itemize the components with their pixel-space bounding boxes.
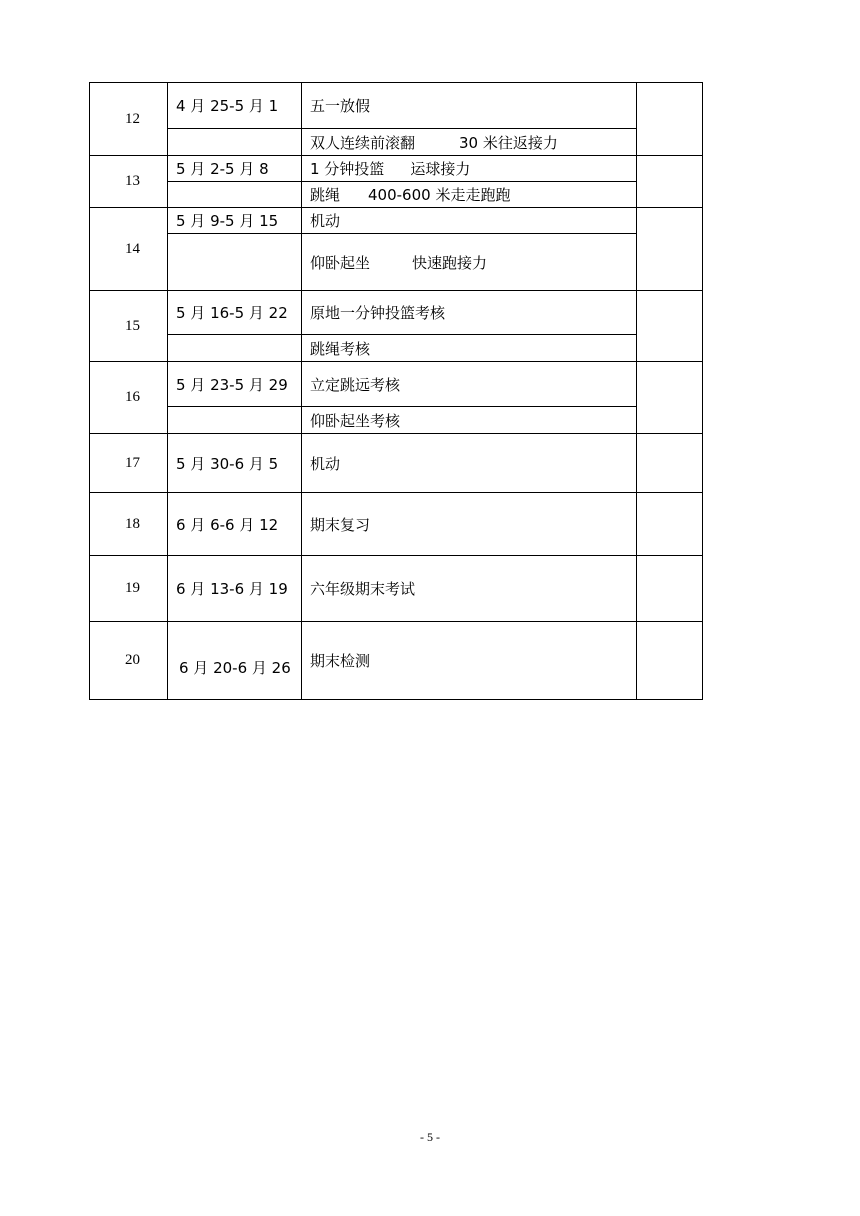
activity: 原地一分钟投篮考核 [302, 291, 637, 335]
week-number: 15 [90, 291, 168, 362]
week-number: 17 [90, 434, 168, 493]
activity [302, 156, 637, 182]
date-range: 6 月 6-6 月 12 [168, 493, 302, 556]
page-number: - 5 - [420, 1130, 440, 1144]
activity-part: 快速跑接力 [412, 253, 488, 272]
activity-part: 30 米往返接力 [459, 133, 558, 152]
date-range-empty [168, 234, 302, 291]
date-range-empty [168, 182, 302, 208]
remarks-cell [637, 156, 703, 208]
date-range: 6 月 20-6 月 26 [168, 622, 302, 700]
date-range: 4 月 25-5 月 1 [168, 83, 302, 129]
activity: 立定跳远考核 [302, 362, 637, 407]
date-range-empty [168, 335, 302, 362]
date-range: 5 月 23-5 月 29 [168, 362, 302, 407]
table-row [90, 556, 703, 622]
remarks-cell [637, 362, 703, 434]
activity-part: 跳绳 [310, 186, 341, 204]
table-row [90, 234, 703, 291]
activity-part: 1 分钟投篮 [310, 160, 385, 178]
activity-part: 运球接力 [410, 160, 471, 178]
activity-part: 双人连续前滚翻 [310, 133, 416, 152]
date-range: 6 月 13-6 月 19 [168, 556, 302, 622]
date-range-empty [168, 129, 302, 156]
table-row [90, 208, 703, 234]
remarks-cell [637, 622, 703, 700]
remarks-cell [637, 556, 703, 622]
activity-part: 400-600 米走走跑跑 [368, 186, 511, 204]
remarks-cell [637, 291, 703, 362]
date-range: 5 月 9-5 月 15 [168, 208, 302, 234]
date-range: 5 月 30-6 月 5 [168, 434, 302, 493]
week-number: 20 [90, 622, 168, 700]
activity: 期末检测 [302, 622, 637, 700]
date-range-empty [168, 407, 302, 434]
table-row [90, 291, 703, 335]
remarks-cell [637, 208, 703, 291]
date-range: 5 月 2-5 月 8 [168, 156, 302, 182]
week-number: 13 [90, 156, 168, 208]
table-row [90, 182, 703, 208]
week-number: 12 [90, 83, 168, 156]
activity: 机动 [302, 434, 637, 493]
table-row [90, 622, 703, 700]
activity: 五一放假 [302, 83, 637, 129]
activity: 期末复习 [302, 493, 637, 556]
activity: 机动 [302, 208, 637, 234]
table-row [90, 129, 703, 156]
table-row [90, 83, 703, 129]
activity: 六年级期末考试 [302, 556, 637, 622]
activity-part: 仰卧起坐 [310, 253, 371, 272]
table-row [90, 156, 703, 182]
activity [302, 234, 637, 291]
table-row [90, 407, 703, 434]
table-row [90, 434, 703, 493]
activity: 跳绳考核 [302, 335, 637, 362]
remarks-cell [637, 83, 703, 156]
activity [302, 129, 637, 156]
table-row [90, 362, 703, 407]
week-number: 18 [90, 493, 168, 556]
date-range: 5 月 16-5 月 22 [168, 291, 302, 335]
remarks-cell [637, 434, 703, 493]
activity: 仰卧起坐考核 [302, 407, 637, 434]
remarks-cell [637, 493, 703, 556]
week-number: 19 [90, 556, 168, 622]
activity [302, 182, 637, 208]
week-number: 14 [90, 208, 168, 291]
week-number: 16 [90, 362, 168, 434]
table-row [90, 493, 703, 556]
schedule-table [89, 82, 703, 700]
table-row [90, 335, 703, 362]
